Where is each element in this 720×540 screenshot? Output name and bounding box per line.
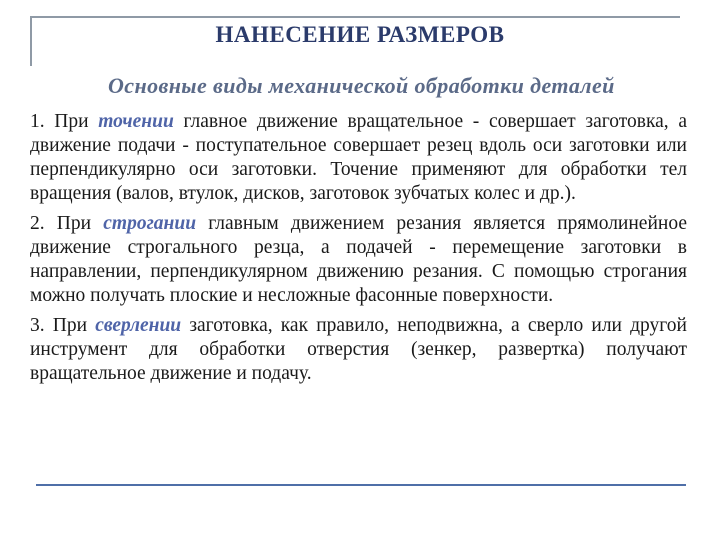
keyword-planing: строгании (103, 213, 197, 234)
section-subtitle: Основные виды механической обработки деталей (108, 73, 615, 98)
paragraph-text: заготовка, как правило, неподвижна, а сверло или другой инструмент для обработки отверстия (зенкер, развертка) получают вращательное движение и подачу. (30, 315, 687, 384)
page-title: НАНЕСЕНИЕ РАЗМЕРОВ (215, 22, 505, 47)
paragraph-turning (30, 110, 687, 206)
bottom-divider (36, 484, 686, 486)
paragraph-text: главное движение вращательное - совершает заготовка, а движение подачи - поступательное совершает резец вдоль оси заготовки или перпендикулярно оси заготовки. Точение применяют для обработки тел вращения (валов, втулок, дисков, заготовок зубчатых колес и др.). (30, 111, 687, 204)
keyword-turning: точении (98, 111, 174, 132)
paragraph-planing (30, 212, 687, 308)
paragraph-lead: 2. При (30, 213, 104, 234)
body-text (30, 110, 687, 392)
paragraph-lead: 1. При (30, 111, 99, 132)
keyword-drilling: сверлении (95, 315, 182, 336)
paragraph-lead: 3. При (30, 315, 96, 336)
slide-frame-top (30, 16, 680, 18)
paragraph-text: главным движением резания является прямолинейное движение строгального резца, а подачей - перемещение заготовки в направлении, перпендикулярном движению резания. С помощью строгания можно получать плоские и несложные фасонные поверхности. (30, 213, 687, 306)
paragraph-drilling (30, 314, 687, 386)
